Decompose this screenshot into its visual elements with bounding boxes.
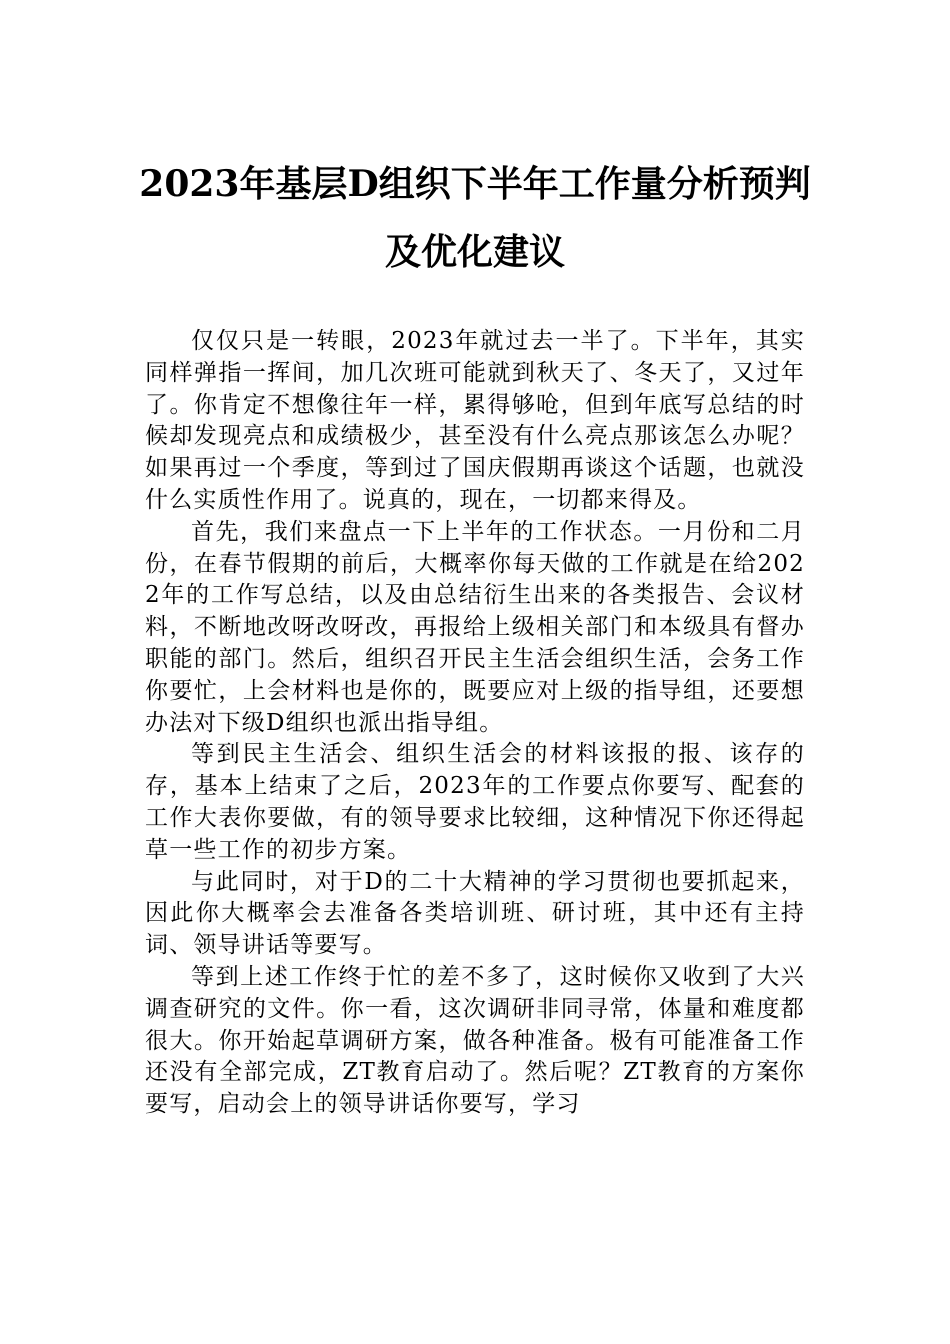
document-title-line-2: 及优化建议 — [384, 231, 565, 273]
paragraph-1: 仅仅只是一转眼，2023年就过去一半了。下半年，其实同样弹指一挥间，加几次班可能就到秋天了、冬天了，又过年了。你肯定不想像往年一样，累得够呛，但到年底写总结的时候却发现亮点和成绩极少，甚至没有什么亮点那该怎么办呢？如果再过一个季度，等到过了国庆假期再谈这个话题，也就没什么实质性作用了。说真的，现在，一切都来得及。 — [145, 328, 805, 513]
document-title-line-1: 2023年基层D组织下半年工作量分析预判 — [139, 163, 811, 205]
paragraph-3: 等到民主生活会、组织生活会的材料该报的报、该存的存，基本上结束了之后，2023年的工作要点你要写、配套的工作大表你要做，有的领导要求比较细，这种情况下你还得起草一些工作的初步方案。 — [145, 741, 805, 863]
paragraph-2: 首先，我们来盘点一下上半年的工作状态。一月份和二月份，在春节假期的前后，大概率你每天做的工作就是在给2022年的工作写总结，以及由总结衍生出来的各类报告、会议材料，不断地改呀改呀改，再报给上级相关部门和本级具有督办职能的部门。然后，组织召开民主生活会组织生活，会务工作你要忙，上会材料也是你的，既要应对上级的指导组，还要想办法对下级D组织也派出指导组。 — [145, 518, 805, 736]
paragraph-5: 等到上述工作终于忙的差不多了，这时候你又收到了大兴调查研究的文件。你一看，这次调研非同寻常，体量和难度都很大。你开始起草调研方案，做各种准备。极有可能准备工作还没有全部完成，ZT教育启动了。然后呢？ZT教育的方案你要写，启动会上的领导讲话你要写，学习 — [145, 963, 805, 1118]
document-body — [145, 326, 805, 1121]
paragraph-4: 与此同时，对于D的二十大精神的学习贯彻也要抓起来，因此你大概率会去准备各类培训班、研讨班，其中还有主持词、领导讲话等要写。 — [145, 868, 805, 959]
